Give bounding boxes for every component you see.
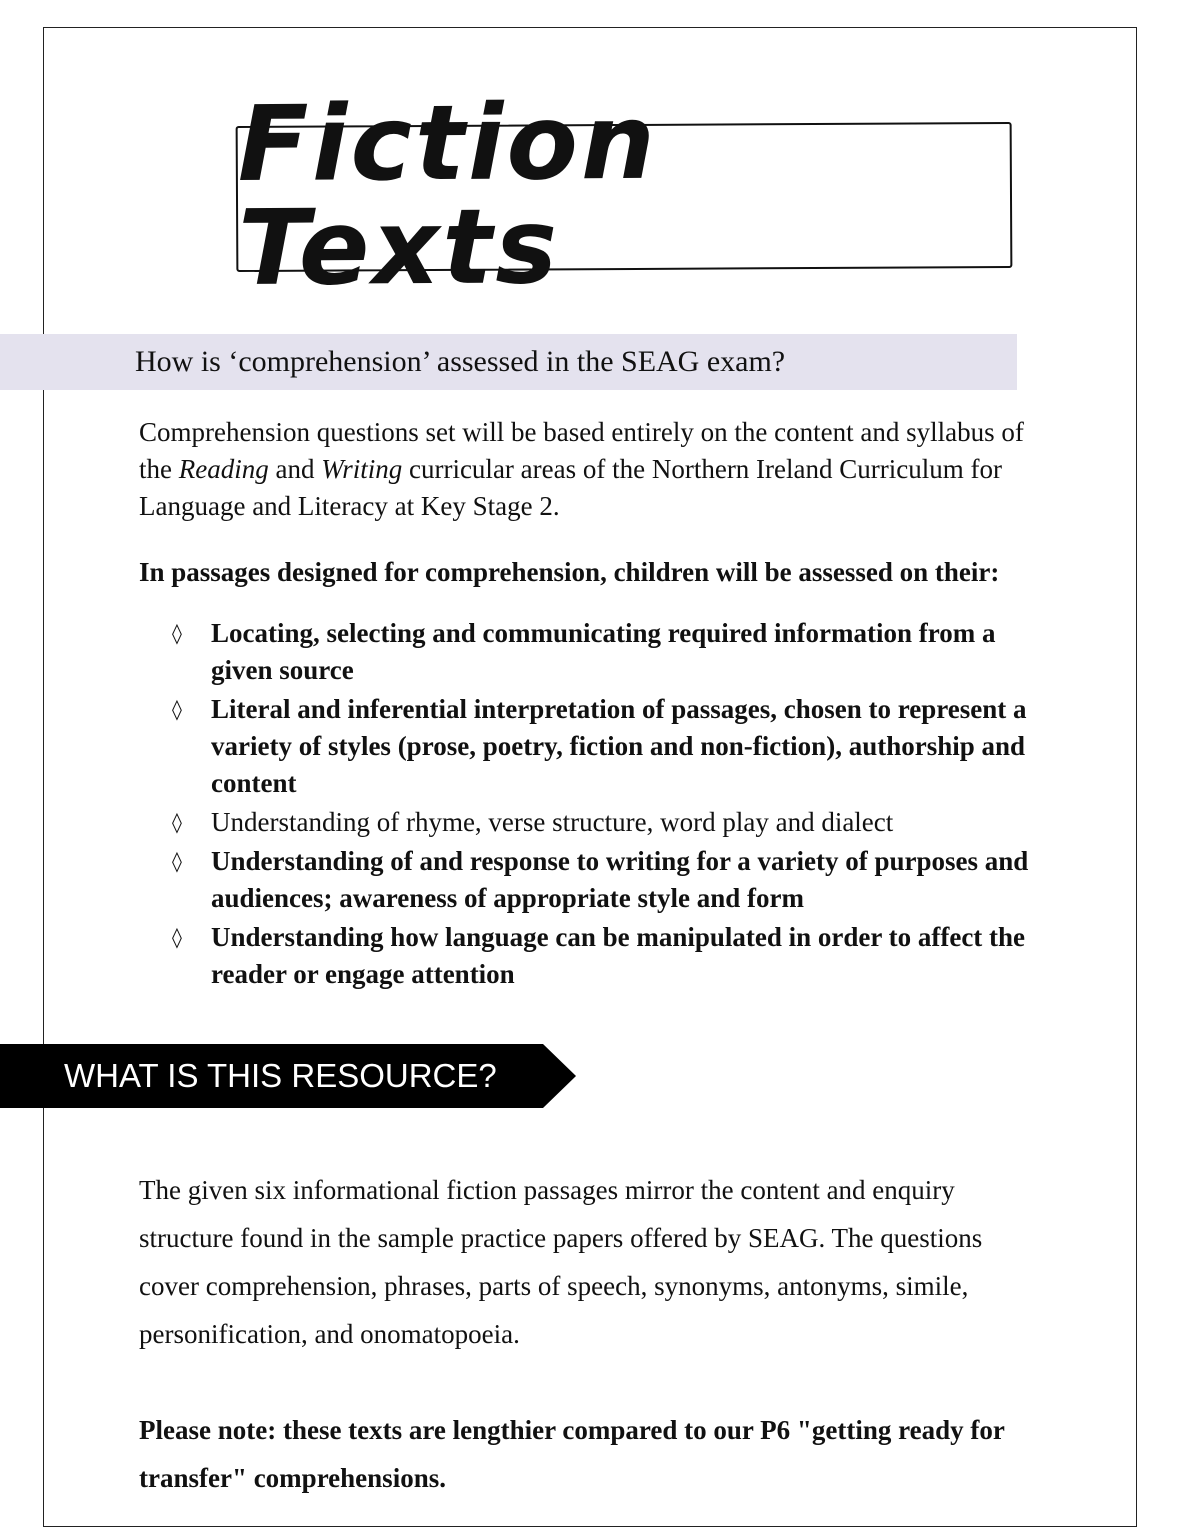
assessment-lead-in: In passages designed for comprehension, children will be assessed on their: [139,557,1000,587]
intro-text-part1: Comprehension questions set will be based entirely on the content and syllabus of the [139,417,1024,484]
list-item [170,804,1050,841]
diamond-bullet-icon: ◊ [172,849,182,873]
intro-reading: Reading [178,454,269,484]
title-box [236,80,1013,310]
intro-text-part3: curricular areas of the Northern Ireland Curriculum for Language and Literacy at Key Stage 2. [139,454,1002,521]
list-item-text: Locating, selecting and communicating required information from a given source [211,618,996,685]
resource-description: The given six informational fiction passages mirror the content and enquiry structure found in the sample practice papers offered by SEAG. The questions cover comprehension, phrases, parts of speech, synonyms, antonyms, simile, personification, and onomatopoeia. [139,1175,983,1349]
intro-paragraph [139,414,1059,525]
diamond-bullet-icon: ◊ [172,925,182,949]
list-item-text: Understanding how language can be manipulated in order to affect the reader or engage attention [211,922,1026,989]
diamond-bullet-icon: ◊ [172,697,182,721]
list-item [170,843,1050,917]
list-item [170,691,1050,802]
note-paragraph: Please note: these texts are lengthier compared to our P6 "getting ready for transfer" comprehensions. [139,1415,1005,1493]
intro-writing: Writing [321,454,403,484]
resource-heading: WHAT IS THIS RESOURCE? [64,1057,497,1094]
diamond-bullet-icon: ◊ [172,810,182,834]
list-item-text: Understanding of rhyme, verse structure, word play and dialect [211,807,894,837]
intro-text-part2: and [268,454,322,484]
assessment-list [170,615,1050,995]
page-title: Fiction Texts [237,80,659,310]
list-item-text: Understanding of and response to writing for a variety of purposes and audiences; awareness of appropriate style and form [211,846,1029,913]
list-item [170,615,1050,689]
list-item-text: Literal and inferential interpretation of passages, chosen to represent a variety of styles (prose, poetry, fiction and non-fiction), authorship and content [211,694,1027,798]
list-item [170,919,1050,993]
question-heading: How is ‘comprehension’ assessed in the SEAG exam? [135,345,786,378]
diamond-bullet-icon: ◊ [172,621,182,645]
